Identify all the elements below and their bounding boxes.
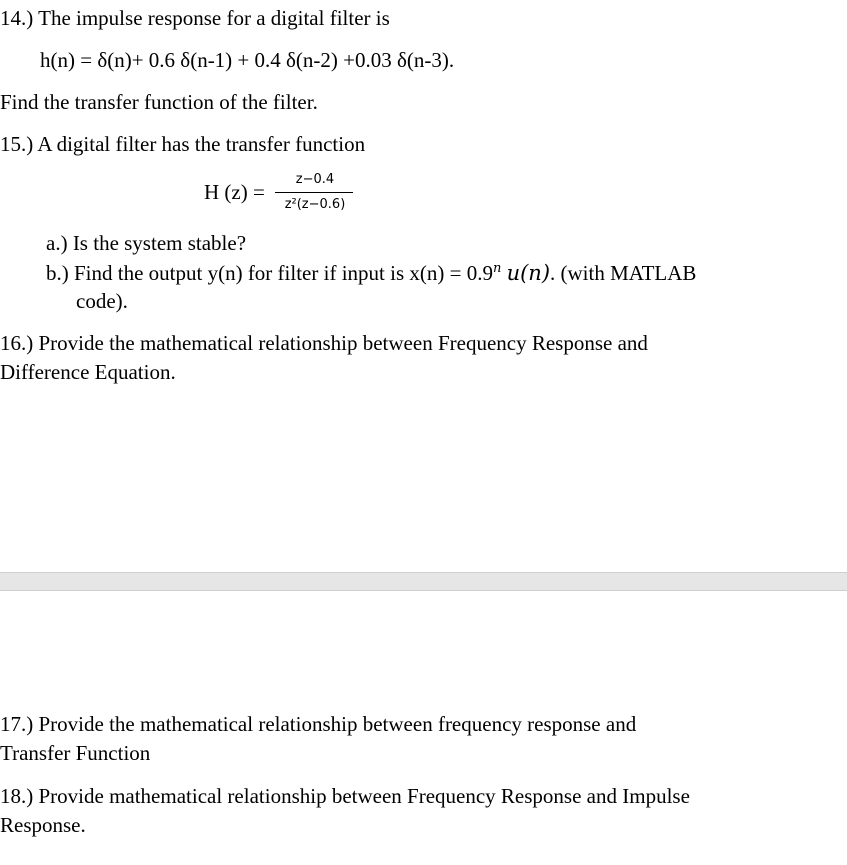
q15-hz-label: H (z) = <box>204 180 265 204</box>
q15-part-b <box>46 262 696 284</box>
q15-part-b-line2: code). <box>76 289 128 313</box>
q15-denominator: z²(z−0.6) <box>284 197 346 212</box>
q15-part-b-suffix: . (with MATLAB <box>550 261 697 285</box>
q15-title: 15.) A digital filter has the transfer function <box>0 132 366 156</box>
q14-equation: h(n) = δ(n)+ 0.6 δ(n-1) + 0.4 δ(n-2) +0.03 δ(n-3). <box>40 48 455 72</box>
q16-line2: Difference Equation. <box>0 360 176 384</box>
q15-fraction-bar <box>275 192 353 193</box>
q15-part-b-prefix: b.) Find the output y(n) for filter if input is x(n) = 0.9 <box>46 261 493 285</box>
q18-line1: 18.) Provide mathematical relationship between Frequency Response and Impulse <box>0 784 690 808</box>
q17-line1: 17.) Provide the mathematical relationship between frequency response and <box>0 712 637 736</box>
q15-part-a: a.) Is the system stable? <box>46 231 247 255</box>
page-divider <box>0 572 847 591</box>
q15-part-b-un: u(n) <box>506 261 551 285</box>
q16-line1: 16.) Provide the mathematical relationship between Frequency Response and <box>0 331 648 355</box>
q14-task: Find the transfer function of the filter. <box>0 90 318 114</box>
q15-numerator: z−0.4 <box>295 172 335 187</box>
q18-line2: Response. <box>0 813 86 837</box>
q15-part-b-exponent: n <box>492 261 502 276</box>
q17-line2: Transfer Function <box>0 741 151 765</box>
q14-title: 14.) The impulse response for a digital filter is <box>0 6 390 30</box>
